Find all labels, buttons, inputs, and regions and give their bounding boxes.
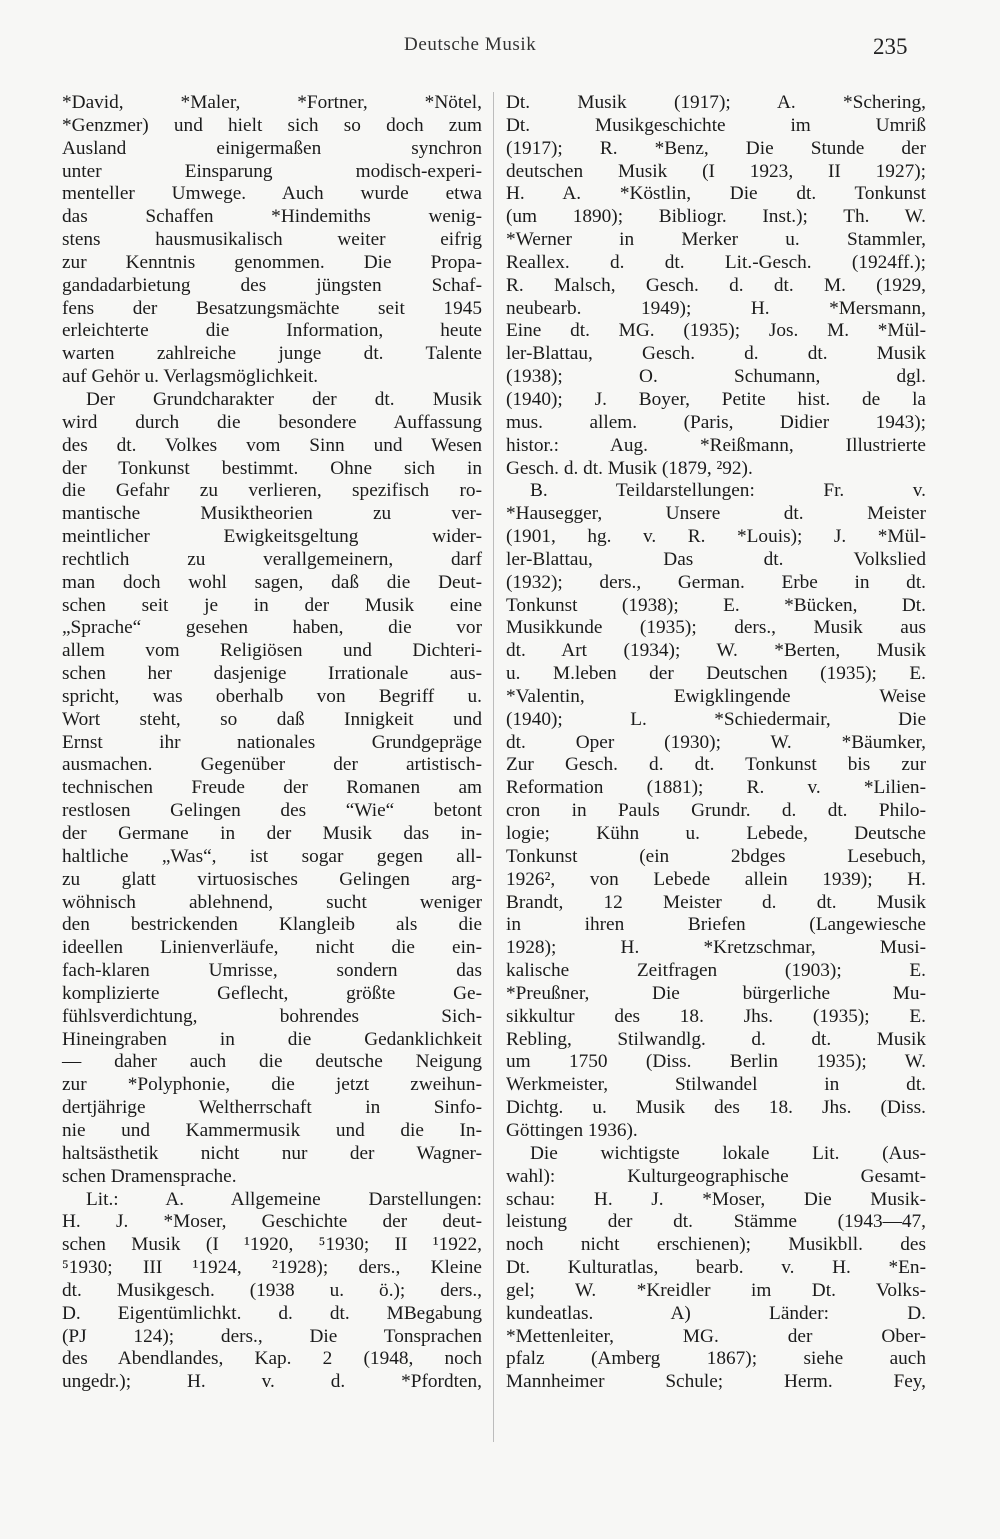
text-line: schen Musik (I ¹1920, ⁵1930; II ¹1922, xyxy=(62,1234,482,1256)
text-line: restlosen Gelingen des “Wie“ betont xyxy=(62,800,482,822)
text-line: (1940); J. Boyer, Petite hist. de la xyxy=(506,388,926,410)
text-line: zur *Polyphonie, die jetzt zweihun- xyxy=(62,1074,482,1096)
text-line: *Mettenleiter, MG. der Ober- xyxy=(506,1325,926,1347)
text-line: Reformation (1881); R. v. *Lilien- xyxy=(506,777,926,799)
text-line: haltliche „Was“, ist sogar gegen all- xyxy=(62,845,482,867)
column-divider xyxy=(493,92,494,1442)
text-line: menteller Umwege. Auch wurde etwa xyxy=(62,183,482,205)
text-line: wahl): Kulturgeographische Gesamt- xyxy=(506,1165,926,1187)
text-line: schau: H. J. *Moser, Die Musik- xyxy=(506,1188,926,1210)
text-line: der Tonkunst bestimmt. Ohne sich in xyxy=(62,457,482,479)
text-line: ler-Blattau, Das dt. Volkslied xyxy=(506,548,926,570)
text-line: H. J. *Moser, Geschichte der deut- xyxy=(62,1211,482,1233)
text-line: auf Gehör u. Verlagsmöglichkeit. xyxy=(62,366,319,388)
text-line: in ihren Briefen (Langewiesche xyxy=(506,914,926,936)
text-line: — daher auch die deutsche Neigung xyxy=(62,1051,482,1073)
text-line: Dt. Musik (1917); A. *Schering, xyxy=(506,92,926,113)
text-line: (1938); O. Schumann, dgl. xyxy=(506,366,926,388)
text-line: Mannheimer Schule; Herm. Fey, xyxy=(506,1371,926,1393)
left-column xyxy=(62,92,482,1394)
text-line: „Sprache“ gesehen haben, die vor xyxy=(62,617,482,639)
running-head: Deutsche Musik xyxy=(404,34,537,55)
text-line: spricht, was oberhalb von Begriff u. xyxy=(62,685,482,707)
text-line: Reallex. d. dt. Lit.-Gesch. (1924ff.); xyxy=(506,251,926,273)
text-line: des dt. Volkes vom Sinn und Wesen xyxy=(62,434,482,456)
right-column xyxy=(506,92,926,1394)
text-line: dertjährige Weltherrschaft in Sinfo- xyxy=(62,1097,482,1119)
text-line: (PJ 124); ders., Die Tonsprachen xyxy=(62,1325,482,1347)
text-line: der Germane in der Musik das in- xyxy=(62,823,482,844)
text-line: unter Einsparung modisch-experi- xyxy=(62,160,482,182)
text-line: Ernst ihr nationales Grundgepräge xyxy=(62,731,482,753)
text-line: histor.: Aug. *Reißmann, Illustrierte xyxy=(506,434,926,456)
text-line: *Preußner, Die bürgerliche Mu- xyxy=(506,982,926,1004)
text-line: Ausland einigermaßen synchron xyxy=(62,137,482,159)
text-line: technischen Freude der Romanen am xyxy=(62,777,482,799)
text-line: (1901, hg. v. R. *Louis); J. *Mül- xyxy=(506,526,926,548)
text-line: D. Eigentümlichkt. d. dt. MBegabung xyxy=(62,1302,482,1324)
text-line: cron in Pauls Grundr. d. dt. Philo- xyxy=(506,800,926,822)
text-line: kalische Zeitfragen (1903); E. xyxy=(506,960,926,982)
text-line: Dt. Kulturatlas, bearb. v. H. *En- xyxy=(506,1257,926,1279)
text-line: deutschen Musik (I 1923, II 1927); xyxy=(506,160,926,182)
text-line: ideellen Linienverläufe, nicht die ein- xyxy=(62,937,482,959)
text-line: ausmachen. Gegenüber der artistisch- xyxy=(62,754,482,776)
text-line: Musikkunde (1935); ders., Musik aus xyxy=(506,617,926,639)
text-line: *Hausegger, Unsere dt. Meister xyxy=(506,503,926,525)
text-line: *Genzmer) und hielt sich so doch zum xyxy=(62,114,482,136)
text-line: (1917); R. *Benz, Die Stunde der xyxy=(506,137,926,159)
text-line: sikkultur des 18. Jhs. (1935); E. xyxy=(506,1005,926,1027)
text-line: wöhnisch ablehnend, sucht weniger xyxy=(62,891,482,913)
text-line: Dt. Musikgeschichte im Umriß xyxy=(506,114,926,136)
text-line: logie; Kühn u. Lebede, Deutsche xyxy=(506,823,926,844)
text-line: u. M.leben der Deutschen (1935); E. xyxy=(506,663,926,685)
text-line: Zur Gesch. d. dt. Tonkunst bis zur xyxy=(506,754,926,776)
text-line: Dichtg. u. Musik des 18. Jhs. (Diss. xyxy=(506,1097,926,1119)
text-line: zu glatt virtuosisches Gelingen arg- xyxy=(62,868,482,890)
text-line: erleichterte die Information, heute xyxy=(62,320,482,342)
text-line: Hineingraben in die Gedanklichkeit xyxy=(62,1028,482,1050)
text-line: dt. Art (1934); W. *Berten, Musik xyxy=(506,640,926,662)
text-line: leistung der dt. Stämme (1943—47, xyxy=(506,1211,926,1233)
text-line: dt. Oper (1930); W. *Bäumker, xyxy=(506,731,926,753)
text-line: Lit.: A. Allgemeine Darstellungen: xyxy=(86,1188,482,1210)
text-line: Der Grundcharakter der dt. Musik xyxy=(86,388,482,410)
text-line: fach-klaren Umrisse, sondern das xyxy=(62,960,482,982)
text-line: dt. Musikgesch. (1938 u. ö.); ders., xyxy=(62,1279,482,1301)
text-line: (1940); L. *Schiedermair, Die xyxy=(506,708,926,730)
text-line: *David, *Maler, *Fortner, *Nötel, xyxy=(62,92,482,113)
text-line: noch nicht erschienen); Musikbll. des xyxy=(506,1234,926,1256)
text-line: Werkmeister, Stilwandel in dt. xyxy=(506,1074,926,1096)
text-line: um 1750 (Diss. Berlin 1935); W. xyxy=(506,1051,926,1073)
text-line: R. Malsch, Gesch. d. dt. M. (1929, xyxy=(506,274,926,296)
text-line: stens hausmusikalisch weiter eifrig xyxy=(62,229,482,251)
text-line: *Valentin, Ewigklingende Weise xyxy=(506,685,926,707)
text-line: pfalz (Amberg 1867); siehe auch xyxy=(506,1348,926,1370)
text-line: zur Kenntnis genommen. Die Propa- xyxy=(62,251,482,273)
text-line: neubearb. 1949); H. *Mersmann, xyxy=(506,297,926,319)
text-line: rechtlich zu verallgemeinern, darf xyxy=(62,548,482,570)
text-line: meintlicher Ewigkeitsgeltung wider- xyxy=(62,526,482,548)
text-line: 1926², von Lebede allein 1939); H. xyxy=(506,868,926,890)
text-line: ungedr.); H. v. d. *Pfordten, xyxy=(62,1371,482,1393)
text-line: *Werner in Merker u. Stammler, xyxy=(506,229,926,251)
text-line: schen seit je in der Musik eine xyxy=(62,594,482,616)
text-line: komplizierte Geflecht, größte Ge- xyxy=(62,982,482,1004)
text-line: 1928); H. *Kretzschmar, Musi- xyxy=(506,937,926,959)
text-line: allem vom Religiösen und Dichteri- xyxy=(62,640,482,662)
text-line: nie und Kammermusik und die In- xyxy=(62,1119,482,1141)
text-line: Gesch. d. dt. Musik (1879, ²92). xyxy=(506,457,753,479)
text-line: ⁵1930; III ¹1924, ²1928); ders., Kleine xyxy=(62,1257,482,1279)
text-line: Tonkunst (ein 2bdges Lesebuch, xyxy=(506,845,926,867)
text-line: (1932); ders., German. Erbe in dt. xyxy=(506,571,926,593)
text-line: Göttingen 1936). xyxy=(506,1119,638,1141)
text-line: Eine dt. MG. (1935); Jos. M. *Mül- xyxy=(506,320,926,342)
text-line: Rebling, Stilwandlg. d. dt. Musik xyxy=(506,1028,926,1050)
text-line: man doch wohl sagen, daß die Deut- xyxy=(62,571,482,593)
text-line: haltsästhetik nicht nur der Wagner- xyxy=(62,1142,482,1164)
text-line: Die wichtigste lokale Lit. (Aus- xyxy=(530,1142,926,1164)
text-line: mantische Musiktheorien zu ver- xyxy=(62,503,482,525)
text-line: Brandt, 12 Meister d. dt. Musik xyxy=(506,891,926,913)
text-line: warten zahlreiche junge dt. Talente xyxy=(62,343,482,365)
text-line: gandadarbietung des jüngsten Schaf- xyxy=(62,274,482,296)
text-line: fens der Besatzungsmächte seit 1945 xyxy=(62,297,482,319)
text-line: die Gefahr zu verlieren, spezifisch ro- xyxy=(62,480,482,502)
text-line: Wort steht, so daß Innigkeit und xyxy=(62,708,482,730)
text-line: Tonkunst (1938); E. *Bücken, Dt. xyxy=(506,594,926,616)
text-line: mus. allem. (Paris, Didier 1943); xyxy=(506,411,926,433)
text-line: schen Dramensprache. xyxy=(62,1165,237,1187)
text-line: H. A. *Köstlin, Die dt. Tonkunst xyxy=(506,183,926,205)
text-line: den bestrickenden Klangleib als die xyxy=(62,914,482,936)
text-line: gel; W. *Kreidler im Dt. Volks- xyxy=(506,1279,926,1301)
text-line: schen her dasjenige Irrationale aus- xyxy=(62,663,482,685)
text-line: (um 1890); Bibliogr. Inst.); Th. W. xyxy=(506,206,926,228)
text-line: kundeatlas. A) Länder: D. xyxy=(506,1302,926,1324)
text-line: das Schaffen *Hindemiths wenig- xyxy=(62,206,482,228)
page-number: 235 xyxy=(873,34,908,59)
text-line: B. Teildarstellungen: Fr. v. xyxy=(530,480,926,502)
text-line: des Abendlandes, Kap. 2 (1948, noch xyxy=(62,1348,482,1370)
text-line: fühlsverdichtung, bohrendes Sich- xyxy=(62,1005,482,1027)
text-line: wird durch die besondere Auffassung xyxy=(62,411,482,433)
text-line: ler-Blattau, Gesch. d. dt. Musik xyxy=(506,343,926,365)
